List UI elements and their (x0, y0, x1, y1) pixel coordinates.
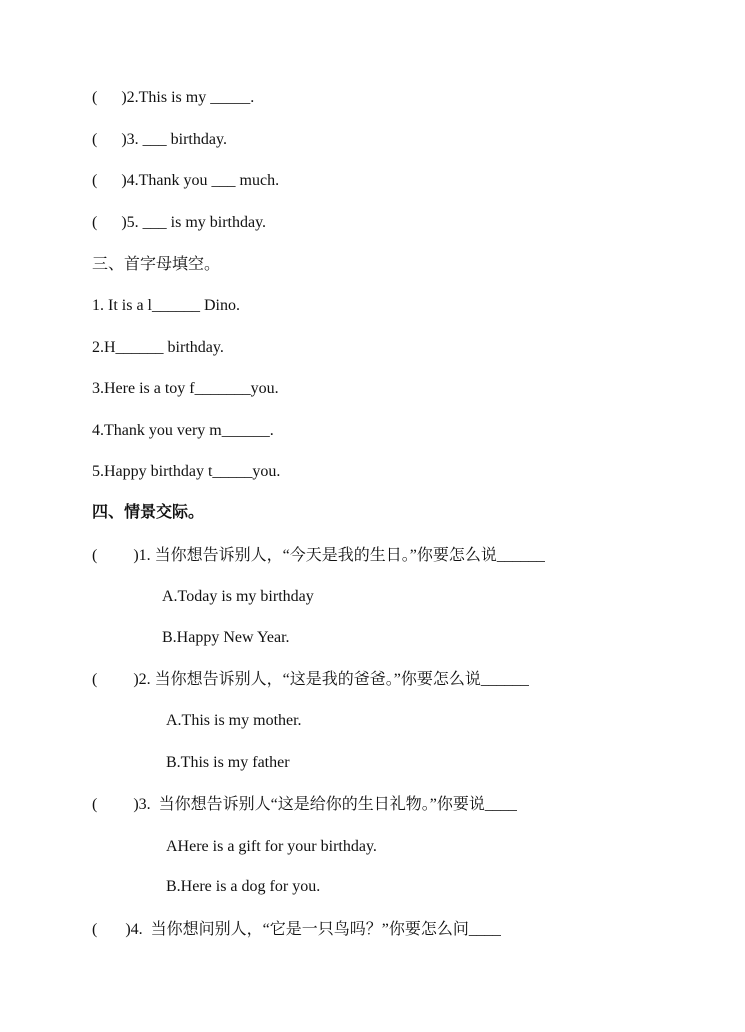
fill-item-5: 5.Happy birthday t_____you. (92, 463, 281, 480)
question-4-line: ( )4.Thank you ___ much. (92, 172, 280, 189)
scenario-3-question: ( )3. 当你想告诉别人“这是给你的生日礼物。”你要说____ (92, 796, 517, 813)
scenario-2-question: ( )2. 当你想告诉别人，“这是我的爸爸。”你要怎么说______ (92, 671, 529, 688)
question-2-line: ( )2.This is my _____. (92, 89, 255, 106)
fill-item-3: 3.Here is a toy f_______you. (92, 380, 279, 397)
scenario-1-question: ( )1. 当你想告诉别人，“今天是我的生日。”你要怎么说______ (92, 547, 545, 564)
scenario-3-option-b: B.Here is a dog for you. (166, 878, 321, 895)
section-3-heading: 三、首字母填空。 (92, 256, 221, 273)
scenario-1-option-a: A.Today is my birthday (162, 588, 314, 605)
section-4-heading: 四、情景交际。 (92, 504, 205, 521)
fill-item-2: 2.H______ birthday. (92, 339, 224, 356)
scenario-2-option-b: B.This is my father (166, 754, 290, 771)
fill-item-1: 1. It is a l______ Dino. (92, 297, 240, 314)
scenario-2-option-a: A.This is my mother. (166, 712, 302, 729)
question-3-line: ( )3. ___ birthday. (92, 131, 227, 148)
fill-item-4: 4.Thank you very m______. (92, 422, 274, 439)
scenario-1-option-b: B.Happy New Year. (162, 629, 290, 646)
scenario-4-question: ( )4. 当你想问别人，“它是一只鸟吗？”你要怎么问____ (92, 921, 501, 938)
scenario-3-option-a: AHere is a gift for your birthday. (166, 838, 377, 855)
question-5-line: ( )5. ___ is my birthday. (92, 214, 267, 231)
